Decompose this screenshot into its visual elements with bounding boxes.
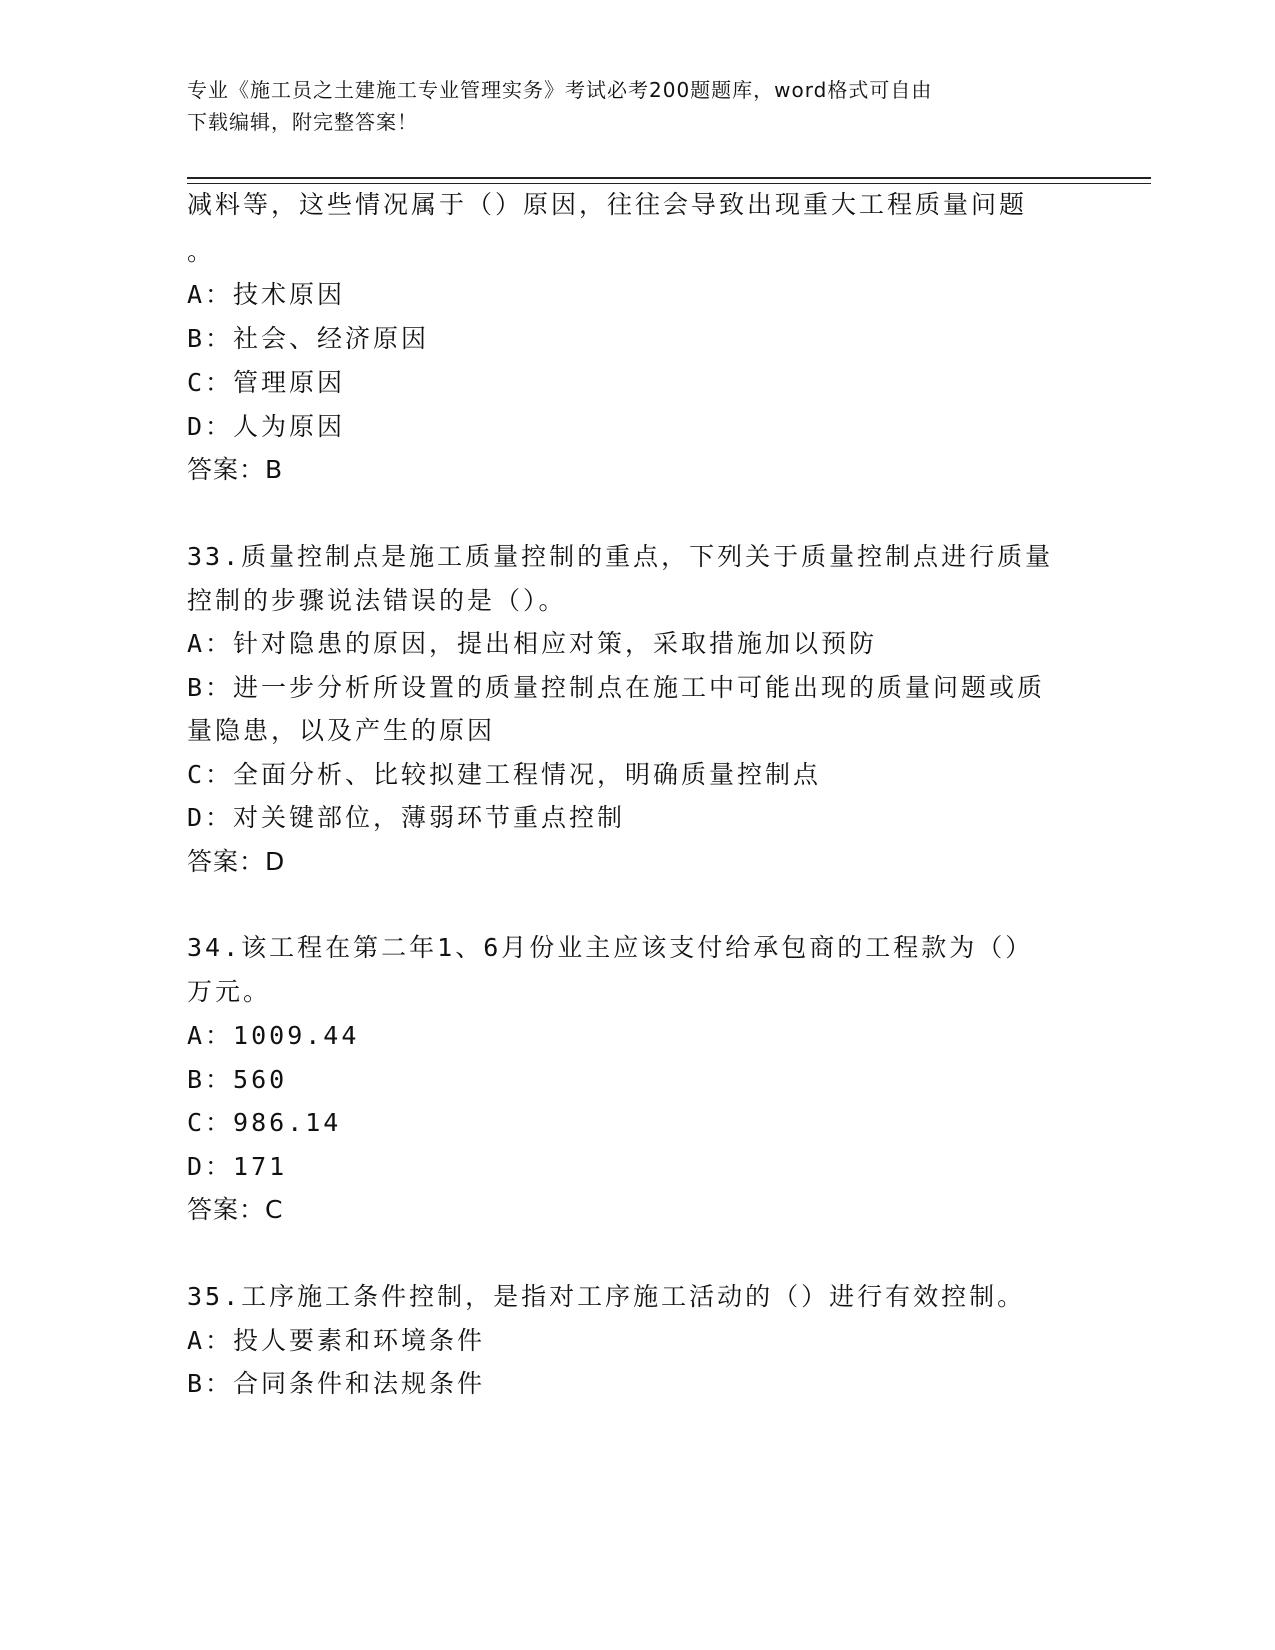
q32-option-c: C：管理原因 xyxy=(187,368,346,397)
q35-option-b: B：合同条件和法规条件 xyxy=(187,1369,486,1398)
q33-text-line-1: 33.质量控制点是施工质量控制的重点，下列关于质量控制点进行质量 xyxy=(187,542,1054,571)
header-divider-thick xyxy=(187,177,1151,179)
q34-option-b: B：560 xyxy=(187,1065,288,1094)
q34-option-c: C：986.14 xyxy=(187,1108,342,1137)
q32-option-a: A：技术原因 xyxy=(187,280,346,309)
q32-text-line-2: 。 xyxy=(187,237,216,266)
q33-option-b: B：进一步分析所设置的质量控制点在施工中可能出现的质量问题或质 xyxy=(187,673,1046,702)
q34-text-line-1: 34.该工程在第二年1、6月份业主应该支付给承包商的工程款为（） xyxy=(187,933,1034,962)
q34-text-line-2: 万元。 xyxy=(187,977,272,1006)
header-divider-thin xyxy=(187,183,1151,184)
q33-text-line-2: 控制的步骤说法错误的是（）。 xyxy=(187,586,567,615)
q33-option-d: D：对关键部位，薄弱环节重点控制 xyxy=(187,803,626,832)
q35-text-line-1: 35.工序施工条件控制，是指对工序施工活动的（）进行有效控制。 xyxy=(187,1282,1026,1311)
header-line-2: 下载编辑，附完整答案！ xyxy=(187,110,418,134)
page-header xyxy=(187,74,1087,138)
header-line-1: 专业《施工员之土建施工专业管理实务》考试必考200题题库，word格式可自由 xyxy=(187,78,933,102)
q32-text-line-1: 减料等，这些情况属于（）原因，往往会导致出现重大工程质量问题 xyxy=(187,190,1028,219)
q34-option-d: D：171 xyxy=(187,1152,288,1181)
q33-option-c: C：全面分析、比较拟建工程情况，明确质量控制点 xyxy=(187,760,822,789)
q33-option-a: A：针对隐患的原因，提出相应对策，采取措施加以预防 xyxy=(187,629,878,658)
q33-answer: 答案：D xyxy=(187,847,286,876)
q33-option-b-continued: 量隐患，以及产生的原因 xyxy=(187,716,496,745)
q34-answer: 答案：C xyxy=(187,1195,284,1224)
q35-option-a: A：投人要素和环境条件 xyxy=(187,1326,486,1355)
q34-option-a: A：1009.44 xyxy=(187,1021,360,1050)
q32-answer: 答案：B xyxy=(187,455,284,484)
q32-option-b: B：社会、经济原因 xyxy=(187,324,430,353)
q32-option-d: D：人为原因 xyxy=(187,412,346,441)
